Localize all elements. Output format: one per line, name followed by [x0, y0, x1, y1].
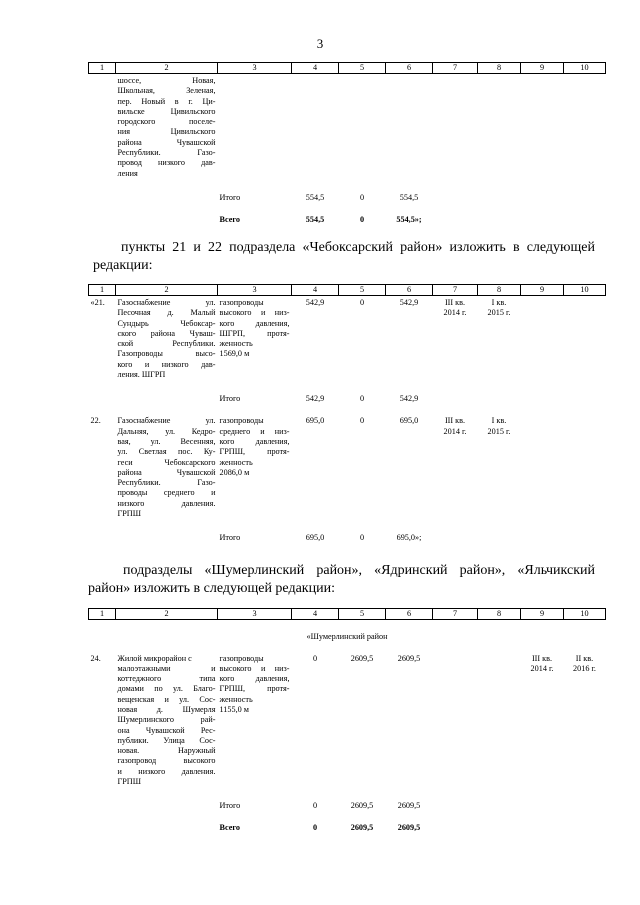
col-header: 6: [386, 63, 433, 74]
total-row: [89, 787, 606, 811]
col-header: 1: [89, 63, 116, 74]
col-header: 9: [521, 63, 564, 74]
table-shumerlya: [88, 608, 606, 833]
total-row: [89, 179, 606, 203]
col-header: 8: [478, 285, 521, 296]
total-label: Итого: [219, 192, 241, 202]
col-header: 5: [339, 285, 386, 296]
total-label: Итого: [219, 394, 241, 404]
col-header: 8: [478, 63, 521, 74]
cell: 2609,5: [350, 801, 374, 811]
col-header: 4: [292, 285, 339, 296]
col-header: 1: [89, 609, 116, 620]
works-description: газопроводы высокого и низ- кого давления, ГРПШ, протя- женность 1155,0 м: [219, 653, 290, 714]
col-header: 3: [218, 285, 292, 296]
cell: 695,0: [305, 416, 325, 426]
cell: 695,0»;: [396, 533, 422, 543]
cell: III кв. 2014 г.: [443, 298, 467, 318]
table-row: [89, 296, 606, 381]
cell: 554,5: [305, 192, 325, 202]
total-row: [89, 380, 606, 404]
grand-total-row: [89, 811, 606, 833]
cell: II кв. 2016 г.: [573, 653, 596, 673]
col-header: 9: [521, 285, 564, 296]
col-header: 2: [116, 63, 218, 74]
cell: 695,0: [305, 533, 325, 543]
table-cheboksary: [88, 284, 606, 543]
cell: I кв. 2015 г.: [487, 298, 511, 318]
col-header: 3: [218, 63, 292, 74]
column-header-row: [89, 609, 606, 620]
cell: 0: [359, 416, 365, 426]
grand-total-label: Всего: [219, 214, 240, 224]
grand-total-label: Всего: [219, 823, 240, 833]
cell: 695,0: [399, 416, 419, 426]
col-header: 2: [116, 285, 218, 296]
cell: 2609,5: [350, 653, 374, 663]
cell: 554,5»;: [396, 214, 422, 224]
col-header: 4: [292, 63, 339, 74]
total-label: Итого: [219, 801, 241, 811]
col-header: 10: [564, 63, 606, 74]
col-header: 8: [478, 609, 521, 620]
object-description: Газоснабжение ул. Песочная д. Малый Сундырь Чебоксар- ского района Чуваш- ской Республики. Газопроводы высо- кого и низкого дав- ления. ШГРП: [117, 298, 216, 380]
cell: III кв. 2014 г.: [443, 416, 467, 436]
works-description: газопроводы высокого и низ- кого давления, ШГРП, протя- женность 1569,0 м: [219, 298, 290, 359]
col-header: 1: [89, 285, 116, 296]
col-header: 5: [339, 63, 386, 74]
cell: 542,9: [305, 394, 325, 404]
col-header: 2: [116, 609, 218, 620]
col-header: 3: [218, 609, 292, 620]
row-number: «21.: [90, 298, 105, 307]
works-description: газопроводы среднего и низ- кого давления, ГРПШ, протя- женность 2086,0 м: [219, 416, 290, 477]
cell: 2609,5: [350, 823, 374, 833]
cell: 0: [359, 533, 365, 543]
col-header: 10: [564, 285, 606, 296]
table-continuation: [88, 62, 606, 225]
table-row: [89, 416, 606, 519]
col-header: 5: [339, 609, 386, 620]
cell: 554,5: [305, 214, 325, 224]
cell: 0: [359, 192, 365, 202]
col-header: 4: [292, 609, 339, 620]
cell: 0: [312, 801, 318, 811]
cell: 542,9: [399, 394, 419, 404]
cell: 2609,5: [397, 653, 421, 663]
col-header: 7: [433, 609, 478, 620]
object-description: Газоснабжение ул. Дальняя, ул. Кедро- вая, ул. Весенняя, ул. Светлая пос. Ку- геси Чебоксарского района Чувашской Республики. Газо- проводы среднего и низкого давления. ГРПШ: [117, 416, 216, 519]
column-header-row: [89, 63, 606, 74]
cell: 0: [359, 298, 365, 307]
total-row: [89, 519, 606, 543]
row-number: 22.: [90, 416, 101, 426]
col-header: 7: [433, 63, 478, 74]
table-row: [89, 654, 606, 788]
cell: III кв. 2014 г.: [530, 653, 554, 673]
paragraph-instruction-2: подразделы «Шумерлинский район», «Ядринский район», «Яльчикский район» изложить в следующей редакции:: [88, 563, 595, 596]
paragraph-instruction: пункты 21 и 22 подраздела «Чебоксарский район» изложить в следующей редакции:: [93, 240, 595, 273]
column-header-row: [89, 285, 606, 296]
page-number: 3: [316, 36, 324, 51]
col-header: 6: [386, 609, 433, 620]
grand-total-row: [89, 203, 606, 225]
cell: 2609,5: [397, 801, 421, 811]
cell: I кв. 2015 г.: [487, 416, 511, 436]
row-number: 24.: [90, 653, 101, 663]
cell: 0: [312, 653, 318, 663]
cell: 0: [359, 214, 365, 224]
cell: 2609,5: [397, 823, 421, 833]
cell: 0: [312, 823, 318, 833]
cell: 554,5: [399, 192, 419, 202]
object-description: Жилой микрорайон с малоэтажными и коттеджного типа домами по ул. Благо- вещенская и ул. Сос- новая д. Шумерля Шумерлинского рай- она Чувашской Рес- публики. Улица Сос- новая. Наружный газопровод высокого и низкого давления. ГРПШ: [117, 653, 216, 787]
section-subheading: «Шумерлинский район: [306, 631, 388, 641]
cell: 542,9: [399, 298, 419, 307]
col-header: 7: [433, 285, 478, 296]
total-label: Итого: [219, 533, 241, 543]
table-row: [89, 74, 606, 179]
cell: 0: [359, 394, 365, 404]
cell: 542,9: [305, 298, 325, 307]
col-header: 10: [564, 609, 606, 620]
object-description: шоссе, Новая, Школьная, Зеленая, пер. Новый в г. Ци- вильске Цивильского городского поселе- ния Цивильского района Чувашской Республики. Газо- провод низкого дав- ления: [117, 76, 216, 178]
col-header: 9: [521, 609, 564, 620]
col-header: 6: [386, 285, 433, 296]
